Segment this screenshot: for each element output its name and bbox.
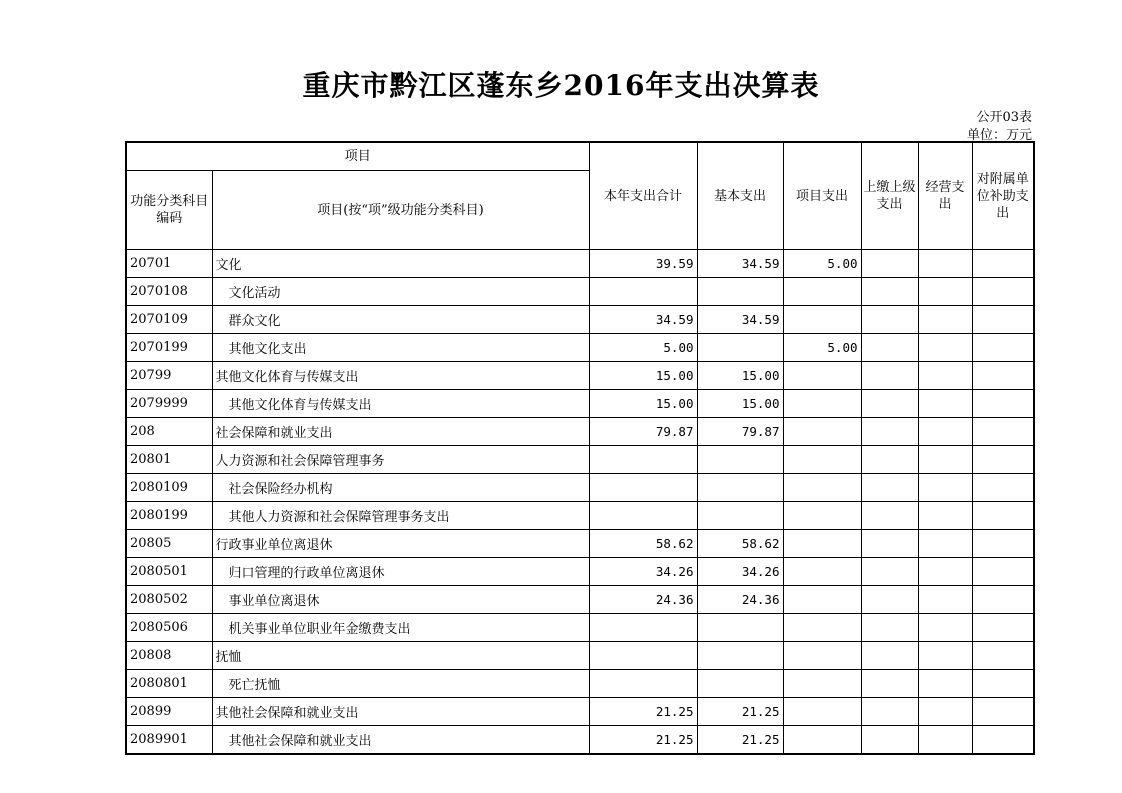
header-func-code: 功能分类科目编码 — [126, 171, 212, 250]
cell-upper — [861, 390, 918, 418]
cell-project — [783, 418, 861, 446]
cell-upper — [861, 502, 918, 530]
cell-upper — [861, 530, 918, 558]
cell-code: 20808 — [126, 642, 212, 670]
cell-code: 20805 — [126, 530, 212, 558]
cell-code: 2080502 — [126, 586, 212, 614]
header-project: 项目 — [126, 142, 589, 171]
cell-operating — [918, 306, 972, 334]
header-upper: 上缴上级支出 — [861, 142, 918, 250]
cell-upper — [861, 446, 918, 474]
cell-name: 机关事业单位职业年金缴费支出 — [212, 614, 589, 642]
table-row — [126, 362, 1034, 390]
header-project-expenditure: 项目支出 — [783, 142, 861, 250]
cell-operating — [918, 642, 972, 670]
expenditure-table — [125, 141, 1035, 755]
table-row — [126, 306, 1034, 334]
cell-operating — [918, 586, 972, 614]
cell-basic: 34.59 — [697, 306, 783, 334]
cell-upper — [861, 250, 918, 278]
cell-name: 群众文化 — [212, 306, 589, 334]
cell-subsidy — [972, 390, 1034, 418]
cell-total — [589, 642, 697, 670]
cell-project — [783, 642, 861, 670]
table-row — [126, 670, 1034, 698]
page-title: 重庆市黔江区蓬东乡2016年支出决算表 — [302, 69, 820, 102]
cell-basic: 24.36 — [697, 586, 783, 614]
cell-operating — [918, 726, 972, 755]
cell-basic: 34.59 — [697, 250, 783, 278]
cell-basic — [697, 446, 783, 474]
table-row — [126, 642, 1034, 670]
cell-code: 20799 — [126, 362, 212, 390]
cell-basic — [697, 614, 783, 642]
cell-basic — [697, 278, 783, 306]
table-row — [126, 334, 1034, 362]
cell-code: 2080801 — [126, 670, 212, 698]
cell-total: 15.00 — [589, 390, 697, 418]
cell-subsidy — [972, 474, 1034, 502]
cell-operating — [918, 474, 972, 502]
cell-subsidy — [972, 530, 1034, 558]
cell-project — [783, 670, 861, 698]
cell-total: 34.26 — [589, 558, 697, 586]
cell-project: 5.00 — [783, 250, 861, 278]
table-row — [126, 586, 1034, 614]
cell-operating — [918, 698, 972, 726]
cell-upper — [861, 614, 918, 642]
cell-operating — [918, 502, 972, 530]
cell-project — [783, 278, 861, 306]
header-total: 本年支出合计 — [589, 142, 697, 250]
cell-name: 文化活动 — [212, 278, 589, 306]
header-operating: 经营支出 — [918, 142, 972, 250]
cell-basic — [697, 670, 783, 698]
cell-total — [589, 278, 697, 306]
table-row — [126, 502, 1034, 530]
cell-name: 其他社会保障和就业支出 — [212, 726, 589, 755]
cell-upper — [861, 726, 918, 755]
table-row — [126, 390, 1034, 418]
cell-operating — [918, 390, 972, 418]
cell-total — [589, 614, 697, 642]
cell-name: 其他人力资源和社会保障管理事务支出 — [212, 502, 589, 530]
table-row — [126, 614, 1034, 642]
cell-name: 其他文化支出 — [212, 334, 589, 362]
cell-basic: 21.25 — [697, 698, 783, 726]
cell-operating — [918, 250, 972, 278]
cell-code: 20701 — [126, 250, 212, 278]
cell-upper — [861, 586, 918, 614]
cell-total — [589, 446, 697, 474]
cell-project — [783, 446, 861, 474]
cell-project: 5.00 — [783, 334, 861, 362]
table-row — [126, 474, 1034, 502]
cell-subsidy — [972, 334, 1034, 362]
cell-subsidy — [972, 418, 1034, 446]
cell-upper — [861, 698, 918, 726]
cell-subsidy — [972, 586, 1034, 614]
cell-upper — [861, 418, 918, 446]
cell-operating — [918, 530, 972, 558]
cell-code: 20899 — [126, 698, 212, 726]
cell-subsidy — [972, 306, 1034, 334]
unit-label: 单位：万元 — [966, 128, 1032, 143]
cell-project — [783, 698, 861, 726]
cell-total: 58.62 — [589, 530, 697, 558]
cell-code: 2070199 — [126, 334, 212, 362]
table-row — [126, 278, 1034, 306]
cell-code: 2080109 — [126, 474, 212, 502]
cell-total: 15.00 — [589, 362, 697, 390]
cell-code: 2079999 — [126, 390, 212, 418]
table-row — [126, 418, 1034, 446]
cell-upper — [861, 642, 918, 670]
cell-project — [783, 362, 861, 390]
cell-total: 5.00 — [589, 334, 697, 362]
cell-project — [783, 306, 861, 334]
cell-upper — [861, 334, 918, 362]
cell-upper — [861, 306, 918, 334]
cell-upper — [861, 474, 918, 502]
cell-project — [783, 614, 861, 642]
cell-project — [783, 530, 861, 558]
cell-total — [589, 502, 697, 530]
cell-total: 21.25 — [589, 698, 697, 726]
cell-project — [783, 586, 861, 614]
cell-subsidy — [972, 250, 1034, 278]
cell-subsidy — [972, 670, 1034, 698]
header-item-name: 项目(按“项”级功能分类科目) — [212, 171, 589, 250]
cell-name: 社会保障和就业支出 — [212, 418, 589, 446]
cell-code: 208 — [126, 418, 212, 446]
cell-operating — [918, 614, 972, 642]
cell-basic: 15.00 — [697, 362, 783, 390]
cell-operating — [918, 558, 972, 586]
cell-subsidy — [972, 698, 1034, 726]
cell-code: 2080199 — [126, 502, 212, 530]
cell-code: 2070109 — [126, 306, 212, 334]
cell-subsidy — [972, 278, 1034, 306]
cell-name: 事业单位离退休 — [212, 586, 589, 614]
cell-name: 人力资源和社会保障管理事务 — [212, 446, 589, 474]
cell-upper — [861, 558, 918, 586]
cell-subsidy — [972, 362, 1034, 390]
cell-basic: 79.87 — [697, 418, 783, 446]
table-row — [126, 558, 1034, 586]
cell-name: 其他文化体育与传媒支出 — [212, 390, 589, 418]
cell-project — [783, 474, 861, 502]
table-row — [126, 698, 1034, 726]
cell-operating — [918, 362, 972, 390]
cell-basic: 21.25 — [697, 726, 783, 755]
cell-basic — [697, 474, 783, 502]
header-subsidy: 对附属单位补助支出 — [972, 142, 1034, 250]
cell-subsidy — [972, 558, 1034, 586]
cell-name: 死亡抚恤 — [212, 670, 589, 698]
table-row — [126, 446, 1034, 474]
cell-subsidy — [972, 446, 1034, 474]
cell-operating — [918, 278, 972, 306]
cell-subsidy — [972, 502, 1034, 530]
cell-total: 34.59 — [589, 306, 697, 334]
table-row — [126, 530, 1034, 558]
cell-project — [783, 502, 861, 530]
cell-name: 抚恤 — [212, 642, 589, 670]
cell-code: 2070108 — [126, 278, 212, 306]
cell-operating — [918, 670, 972, 698]
cell-name: 其他社会保障和就业支出 — [212, 698, 589, 726]
cell-code: 20801 — [126, 446, 212, 474]
cell-total — [589, 670, 697, 698]
cell-operating — [918, 446, 972, 474]
cell-name: 行政事业单位离退休 — [212, 530, 589, 558]
header-basic: 基本支出 — [697, 142, 783, 250]
cell-total: 79.87 — [589, 418, 697, 446]
cell-total: 21.25 — [589, 726, 697, 755]
cell-total: 24.36 — [589, 586, 697, 614]
cell-operating — [918, 418, 972, 446]
cell-basic: 34.26 — [697, 558, 783, 586]
cell-total — [589, 474, 697, 502]
cell-basic: 58.62 — [697, 530, 783, 558]
cell-code: 2080501 — [126, 558, 212, 586]
table-row — [126, 250, 1034, 278]
cell-subsidy — [972, 642, 1034, 670]
cell-subsidy — [972, 726, 1034, 755]
cell-total: 39.59 — [589, 250, 697, 278]
cell-name: 社会保险经办机构 — [212, 474, 589, 502]
cell-upper — [861, 278, 918, 306]
cell-project — [783, 726, 861, 755]
cell-code: 2089901 — [126, 726, 212, 755]
table-row — [126, 726, 1034, 755]
cell-name: 文化 — [212, 250, 589, 278]
cell-project — [783, 390, 861, 418]
cell-name: 归口管理的行政单位离退休 — [212, 558, 589, 586]
cell-basic — [697, 642, 783, 670]
cell-project — [783, 558, 861, 586]
cell-subsidy — [972, 614, 1034, 642]
cell-basic: 15.00 — [697, 390, 783, 418]
cell-basic — [697, 334, 783, 362]
cell-upper — [861, 670, 918, 698]
cell-basic — [697, 502, 783, 530]
cell-name: 其他文化体育与传媒支出 — [212, 362, 589, 390]
cell-operating — [918, 334, 972, 362]
cell-code: 2080506 — [126, 614, 212, 642]
form-code: 公开03表 — [976, 110, 1032, 125]
cell-upper — [861, 362, 918, 390]
